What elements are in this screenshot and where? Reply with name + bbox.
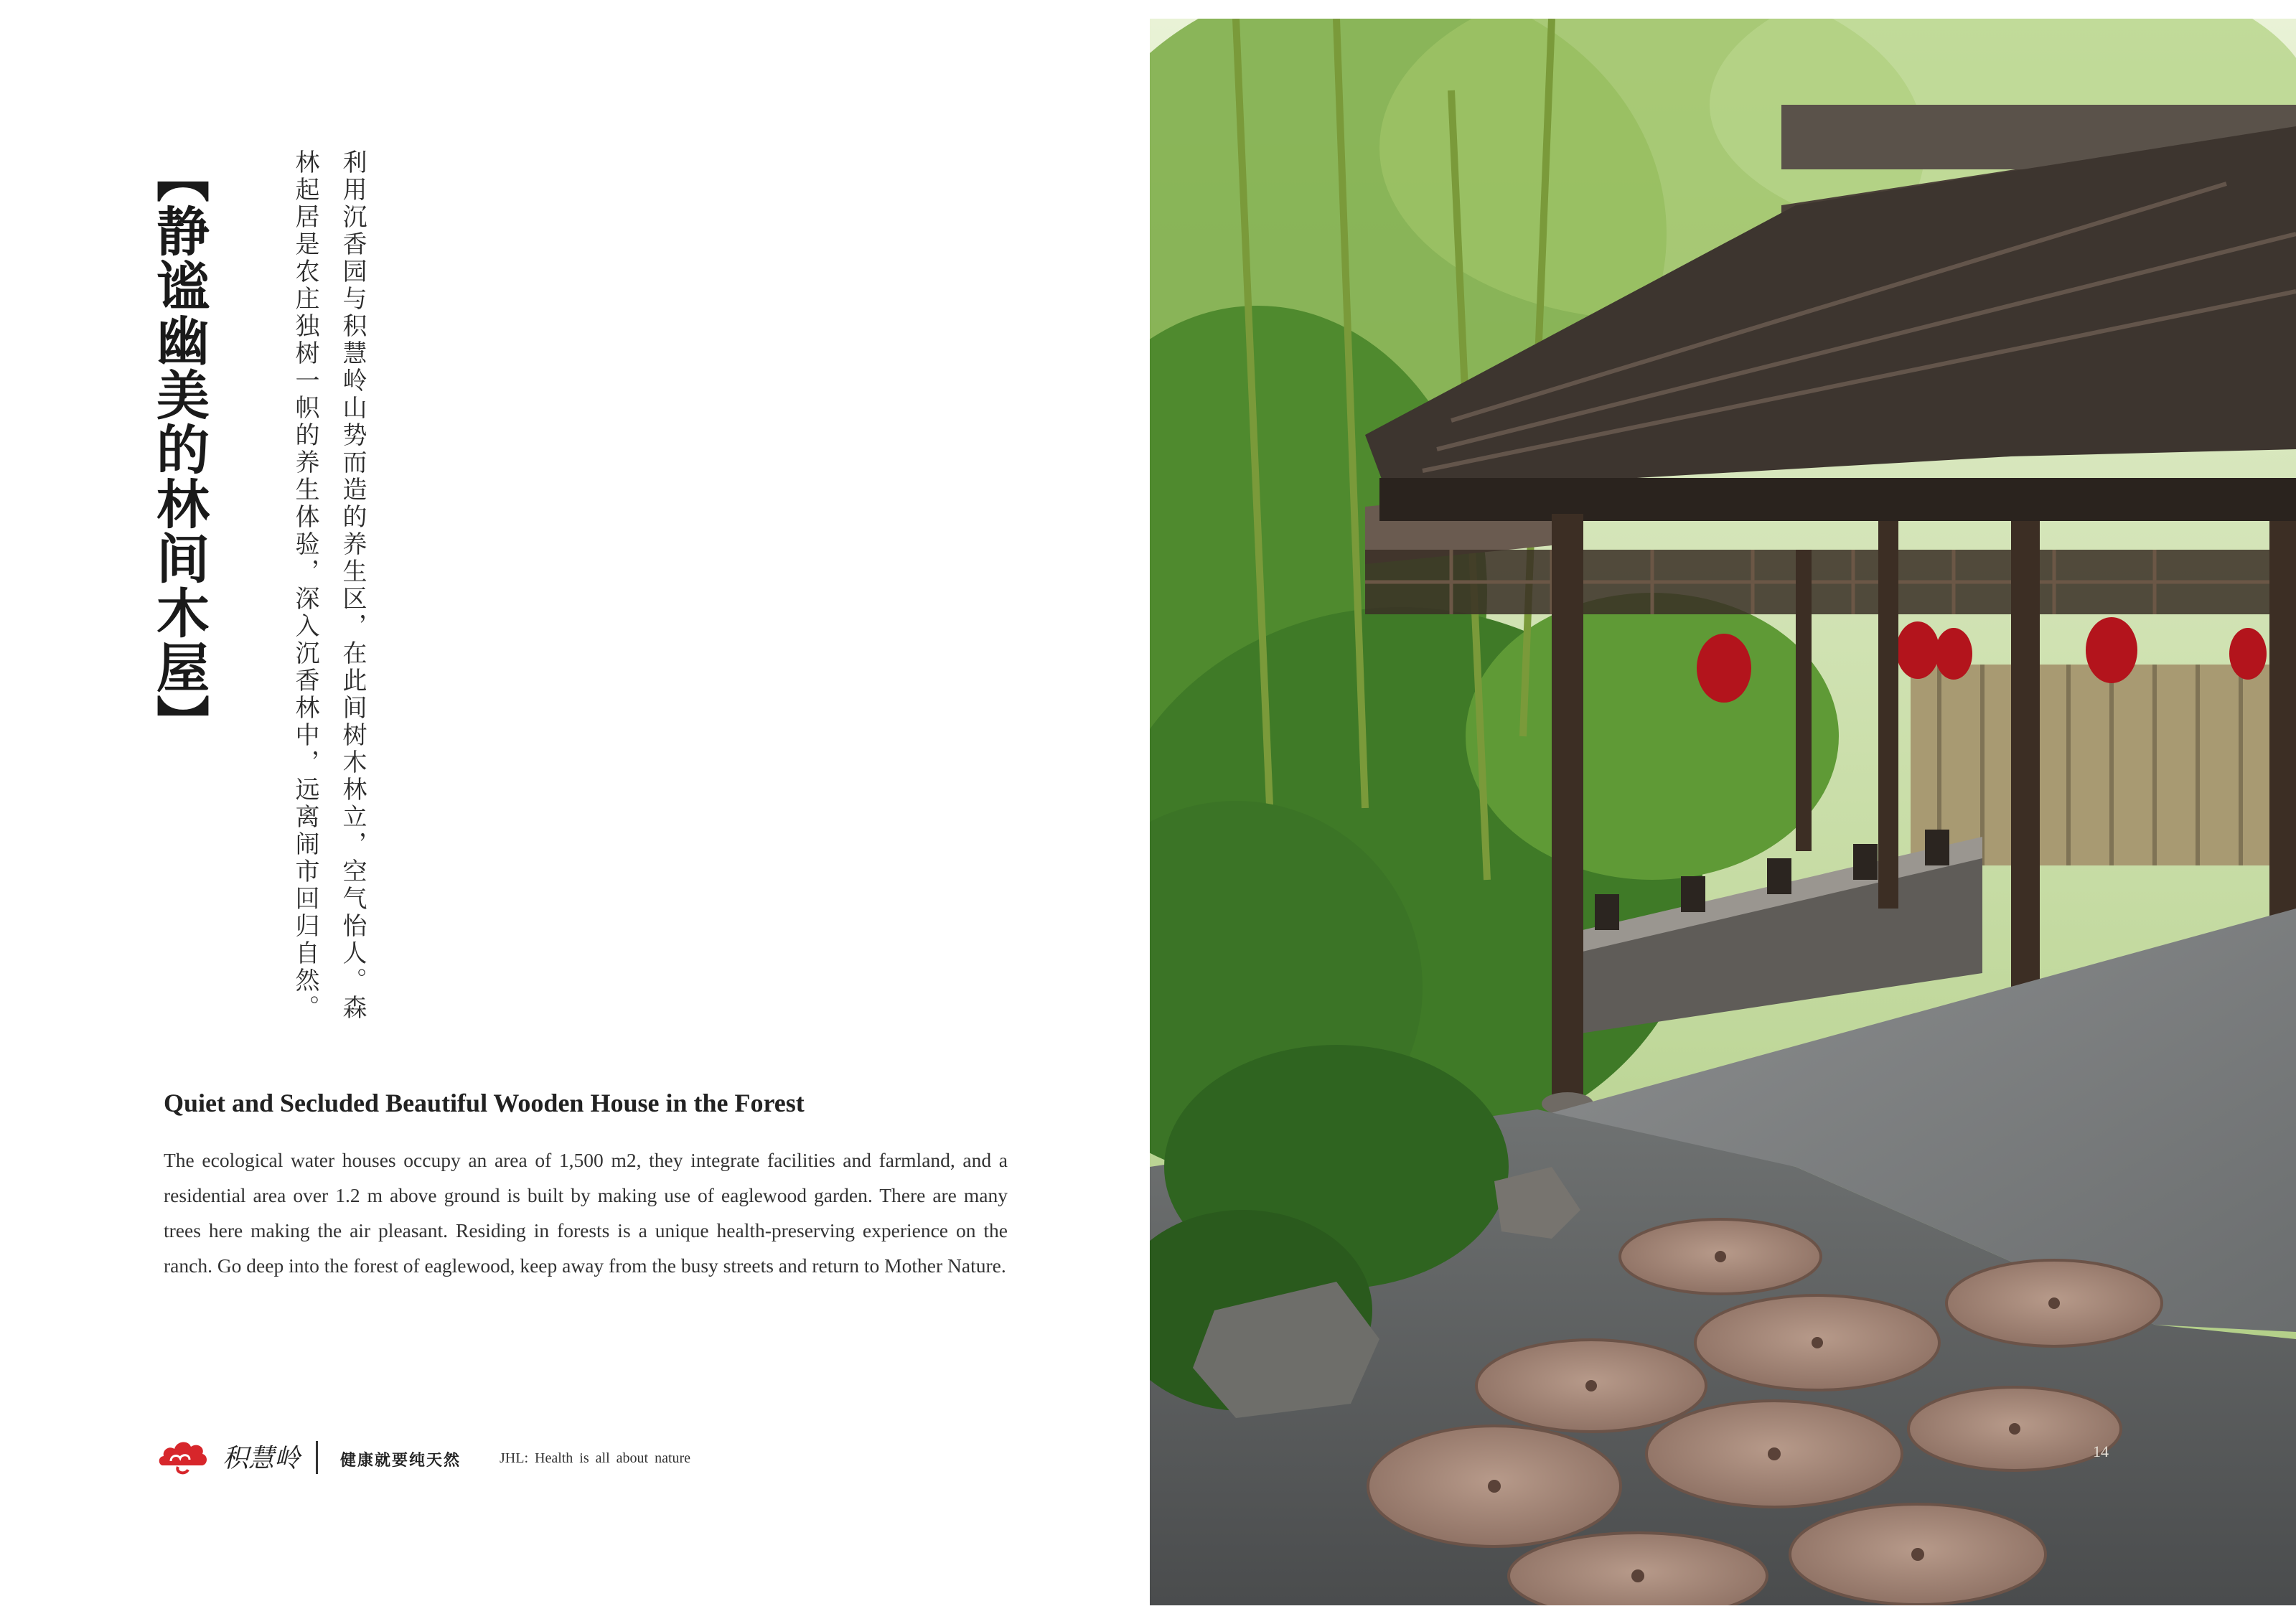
brand-name: 积慧岭 [222,1444,301,1473]
footer-divider [316,1441,318,1474]
page-number: 14 [2093,1442,2109,1460]
page-title-cn: 【静谧幽美的林间木屋】 [148,149,210,749]
forest-house-photo [1150,19,2296,1605]
body-text-en: The ecological water houses occupy an area of 1,500 m2, they integrate facilities and farmland, and a residential area over 1.2 m above ground is built by making use of eaglewood garden. There are many trees here making the air pleasant. Residing in forests is a unique health-preserving experience on the ranch. Go deep into the forest of eaglewood, keep away from the busy streets and return to Mother Nature. [164,1149,1008,1277]
red-cloud-logo-icon [156,1437,210,1477]
slogan-en: JHL: Health is all about nature [500,1450,691,1466]
body-text-cn: 利用沉香园与积慧岭山势而造的养生区，在此间树木林立，空气怡人。森林起居是农庄独树一帜的养生体验，深入沉香林中，远离闹市回归自然。 [291,149,367,1022]
slogan-cn: 健康就要纯天然 [340,1452,461,1470]
page-title-en: Quiet and Secluded Beautiful Wooden House in the Forest [164,1089,805,1117]
